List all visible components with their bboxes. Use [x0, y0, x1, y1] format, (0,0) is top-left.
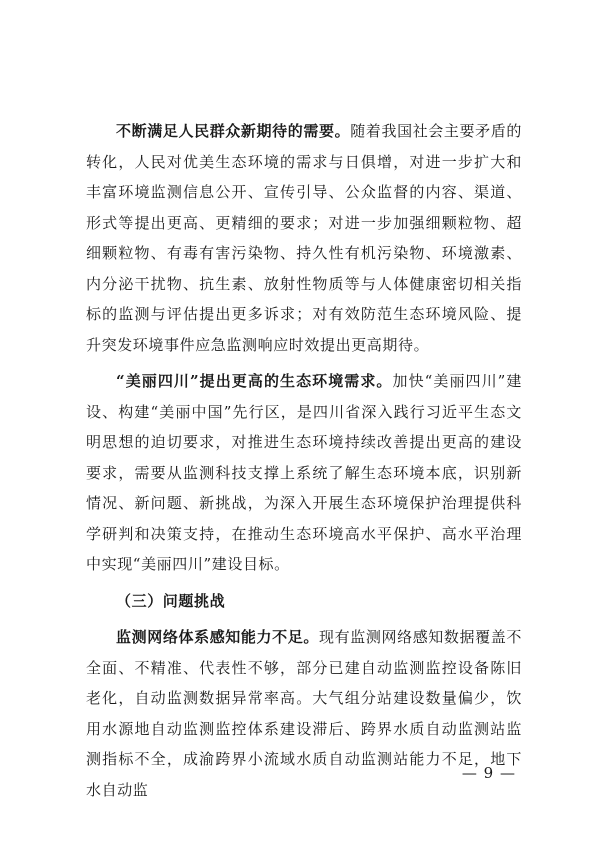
paragraph-lead: 不断满足人民群众新期待的需要。: [116, 122, 351, 140]
page-number: — 9 —: [461, 764, 516, 782]
paragraph-lead: 监测网络体系感知能力不足。: [116, 628, 319, 646]
paragraph-monitoring-network: [86, 622, 522, 805]
section-heading: （三）问题挑战: [116, 591, 226, 610]
paragraph-text: 随着我国社会主要矛盾的转化，人民对优美生态环境的需求与日俱增，对进一步扩大和丰富环境监测信息公开、宣传引导、公众监督的内容、渠道、形式等提出更高、更精细的要求；对进一步加强细颗粒物、超细颗粒物、有毒有害污染物、持久性有机污染物、环境激素、内分泌干扰物、抗生素、放射性物质等与人体健康密切相关指标的监测与评估提出更多诉求；对有效防范生态环境风险、提升突发环境事件应急监测响应时效提出更高期待。: [86, 122, 522, 354]
paragraph-beautiful-sichuan: [86, 366, 522, 580]
paragraph-text: 现有监测网络感知数据覆盖不全面、不精准、代表性不够，部分已建自动监测监控设备陈旧老化，自动监测数据异常率高。大气组分站建设数量偏少，饮用水源地自动监测监控体系建设滞后、跨界水质自动监测站监测指标不全，成渝跨界小流域水质自动监测站能力不足，地下水自动监: [86, 628, 522, 799]
paragraph-new-expectations: [86, 116, 522, 360]
paragraph-text: 加快“美丽四川”建设、构建“美丽中国”先行区，是四川省深入践行习近平生态文明思想的迫切要求，对推进生态环境持续改善提出更高的建设要求，需要从监测科技支撑上系统了解生态环境本底，识别新情况、新问题、新挑战，为深入开展生态环境保护治理提供科学研判和决策支持，在推动生态环境高水平保护、高水平治理中实现“美丽四川”建设目标。: [86, 372, 522, 573]
paragraph-lead: “美丽四川”提出更高的生态环境需求。: [116, 372, 393, 390]
document-body: [86, 116, 522, 811]
